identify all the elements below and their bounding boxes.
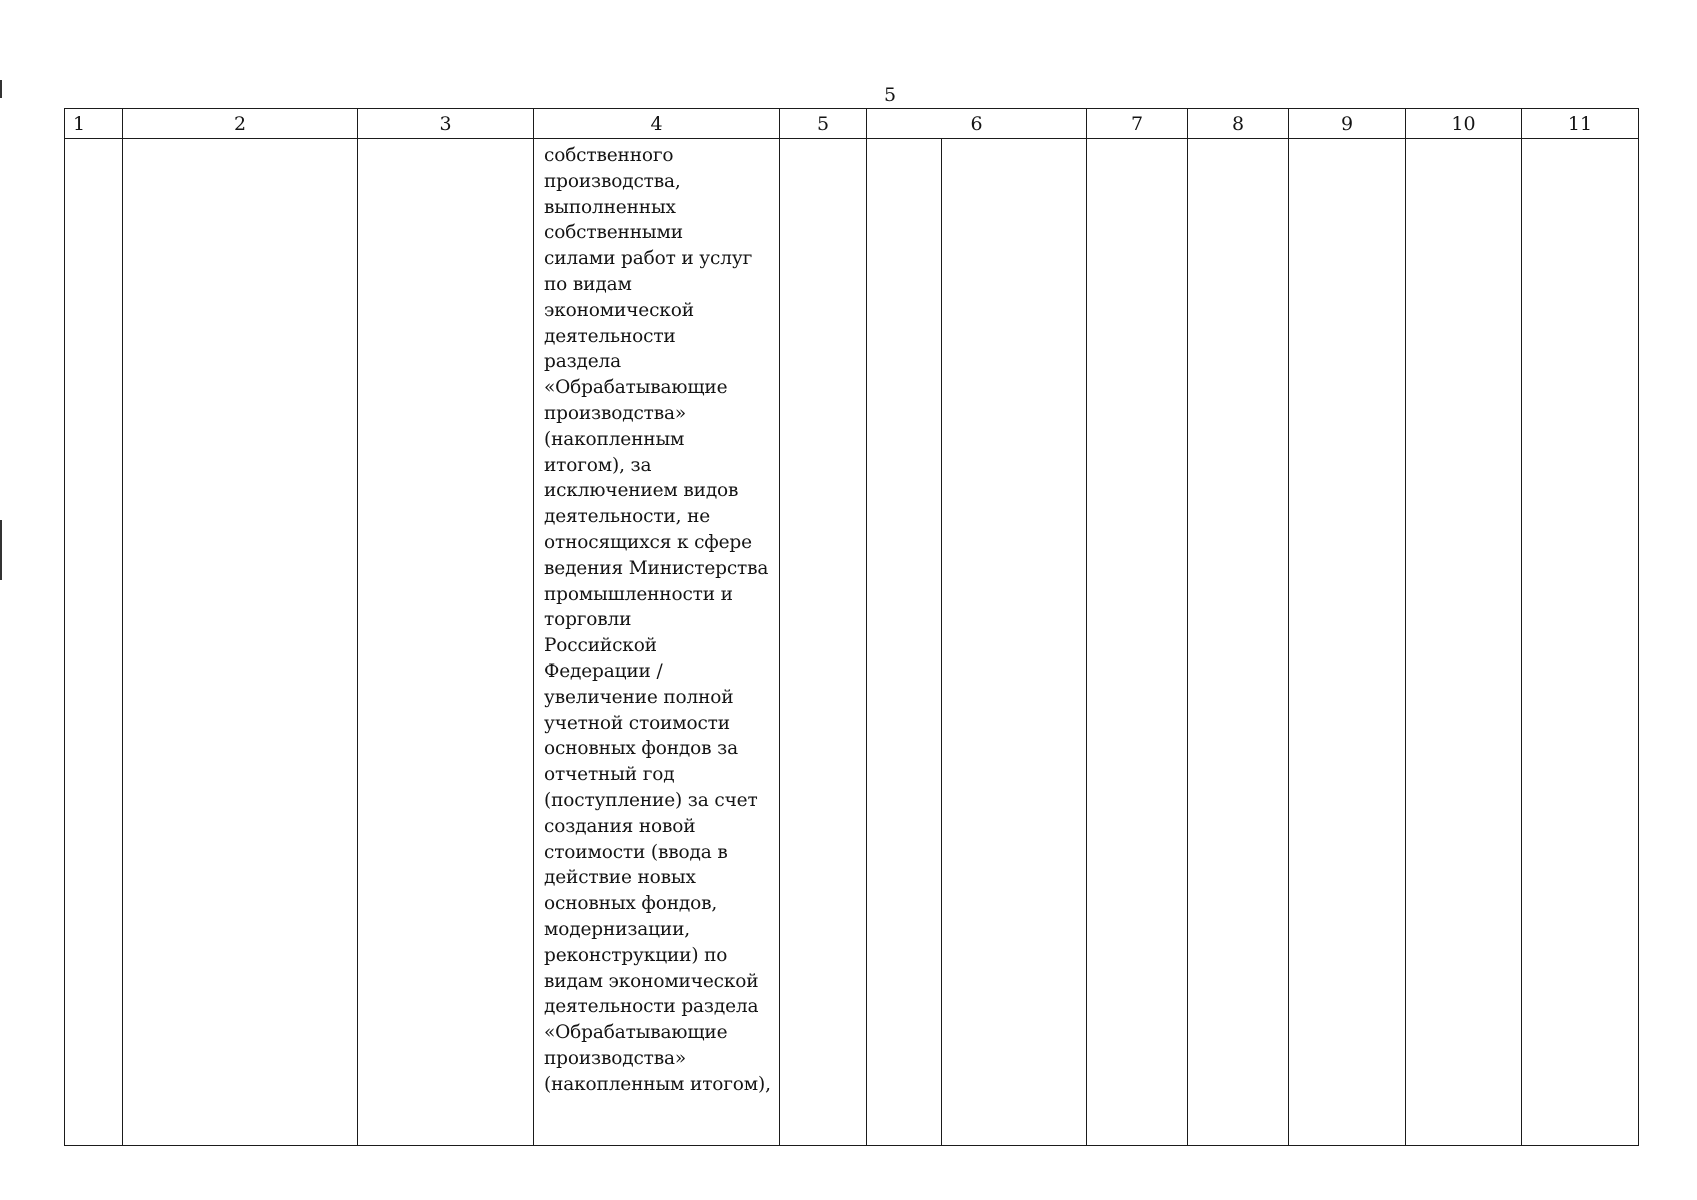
text-line: создания новой [544,815,696,837]
text-line: промышленности и [544,583,733,605]
column-header-8: 8 [1188,109,1289,139]
text-line: производства» [544,1047,687,1069]
text-line: видам экономической [544,970,759,992]
cell-col-2 [123,139,358,1146]
text-line: Российской [544,635,657,657]
cell-col-10 [1406,139,1522,1146]
text-line: стоимости (ввода в [544,841,728,863]
text-line: собственного [544,145,674,166]
text-line: ведения Министерства [544,557,769,579]
scan-margin-mark [0,80,2,98]
text-line: торговли [544,609,632,631]
column-header-9: 9 [1289,109,1406,139]
cell-col-1 [65,139,123,1146]
text-line: деятельности раздела [544,996,759,1018]
text-line: основных фондов за [544,738,738,760]
text-line: силами работ и услуг [544,248,753,270]
table-header-row [65,109,1639,139]
text-line: деятельности [544,325,676,347]
text-line: выполненных [544,196,676,218]
text-line: по видам [544,273,632,295]
text-line: основных фондов, [544,893,718,915]
column-header-6: 6 [867,109,1087,139]
cell-col-4 [534,139,780,1146]
table-row [65,139,1639,1146]
cell-col-3 [358,139,534,1146]
cell-col-11 [1522,139,1639,1146]
text-line: отчетный год [544,764,675,786]
text-line: действие новых [544,867,696,889]
text-line: Федерации / [544,660,663,682]
cell-col-5 [780,139,867,1146]
cell-col-7 [1087,139,1188,1146]
text-line: модернизации, [544,918,690,940]
cell-col-8 [1188,139,1289,1146]
text-line: производства» [544,402,687,424]
text-line: (накопленным [544,428,685,450]
text-line: учетной стоимости [544,712,730,734]
text-line: экономической [544,299,694,321]
text-line: (поступление) за счет [544,789,758,811]
text-line: собственными [544,222,683,244]
column-header-7: 7 [1087,109,1188,139]
text-line: деятельности, не [544,506,711,528]
text-line: «Обрабатывающие [544,377,728,399]
text-line: итогом), за [544,454,652,476]
column-header-1: 1 [65,109,123,139]
text-line: исключением видов [544,480,739,502]
document-table [64,108,1639,1146]
indicator-description [534,139,779,1097]
text-line: относящихся к сфере [544,531,752,553]
text-line: раздела [544,351,622,373]
cell-col-6a [867,139,942,1146]
cell-col-9 [1289,139,1406,1146]
column-header-5: 5 [780,109,867,139]
cell-col-6b [942,139,1087,1146]
text-line: производства, [544,170,681,192]
column-header-4: 4 [534,109,780,139]
text-line: «Обрабатывающие [544,1022,728,1044]
column-header-10: 10 [1406,109,1522,139]
text-line: реконструкции) по [544,944,728,966]
column-header-2: 2 [123,109,358,139]
column-header-11: 11 [1522,109,1639,139]
text-line: увеличение полной [544,686,734,708]
text-line: (накопленным итогом), [544,1073,771,1095]
column-header-3: 3 [358,109,534,139]
page-number: 5 [883,84,897,106]
scan-margin-mark [0,520,2,580]
